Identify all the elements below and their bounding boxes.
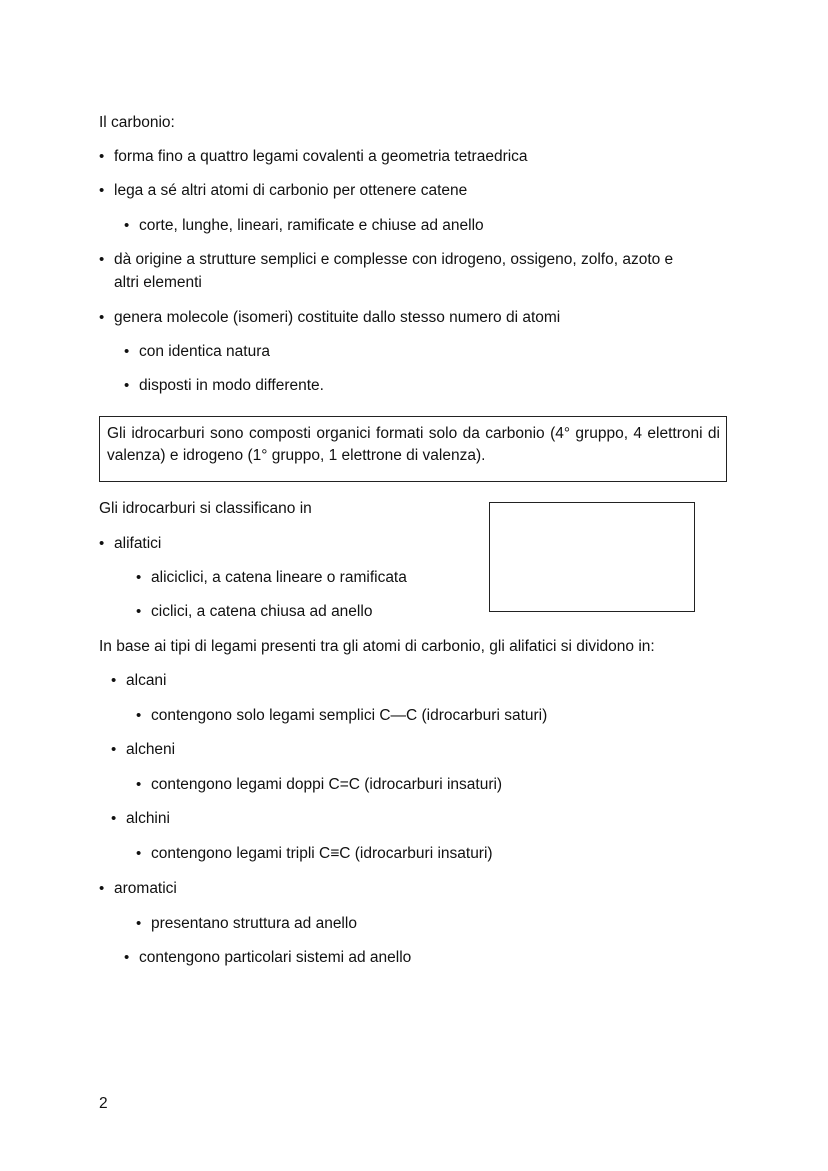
bullet-icon: • xyxy=(99,880,105,897)
bullet-icon: • xyxy=(136,569,142,586)
alchini-desc: contengono legami tripli C≡C (idrocarburi insaturi) xyxy=(151,845,493,862)
alcheni-desc: contengono legami doppi C=C (idrocarburi insaturi) xyxy=(151,776,503,793)
bullet-icon: • xyxy=(99,182,105,199)
aromatici-desc-2: contengono particolari sistemi ad anello xyxy=(139,949,412,966)
bullet-icon: • xyxy=(111,810,117,827)
alchini-label: alchini xyxy=(126,810,170,827)
bullet-icon: • xyxy=(99,309,105,326)
bullet-icon: • xyxy=(99,251,105,268)
carbon-point-3-line2: altri elementi xyxy=(114,274,202,291)
bullet-icon: • xyxy=(136,845,142,862)
carbon-point-3-line1: dà origine a strutture semplici e complesse con idrogeno, ossigeno, zolfo, azoto e xyxy=(114,251,674,268)
intro-heading: Il carbonio: xyxy=(99,114,175,131)
figure-placeholder xyxy=(489,502,695,612)
carbon-point-2-sub: corte, lunghe, lineari, ramificate e chiuse ad anello xyxy=(139,217,484,234)
carbon-point-4-sub1: con identica natura xyxy=(139,343,270,360)
bullet-icon: • xyxy=(99,535,105,552)
bullet-icon: • xyxy=(124,377,130,394)
aromatici-desc-1: presentano struttura ad anello xyxy=(151,915,357,932)
ciclici-item: ciclici, a catena chiusa ad anello xyxy=(151,603,373,620)
page-number: 2 xyxy=(99,1095,108,1112)
classification-heading: Gli idrocarburi si classificano in xyxy=(99,500,312,517)
carbon-point-2: lega a sé altri atomi di carbonio per ottenere catene xyxy=(114,182,468,199)
bullet-icon: • xyxy=(99,148,105,165)
bullet-icon: • xyxy=(136,776,142,793)
bullet-icon: • xyxy=(111,741,117,758)
bullet-icon: • xyxy=(136,707,142,724)
bullet-icon: • xyxy=(111,672,117,689)
aliciclici-item: aliciclici, a catena lineare o ramificata xyxy=(151,569,407,586)
bullet-icon: • xyxy=(136,603,142,620)
alcheni-label: alcheni xyxy=(126,741,176,758)
aromatici-label: aromatici xyxy=(114,880,177,897)
alcani-desc: contengono solo legami semplici C—C (idrocarburi saturi) xyxy=(151,707,548,724)
carbon-point-4: genera molecole (isomeri) costituite dallo stesso numero di atomi xyxy=(114,309,561,326)
bullet-icon: • xyxy=(124,949,130,966)
carbon-point-1: forma fino a quattro legami covalenti a geometria tetraedrica xyxy=(114,148,528,165)
bullet-icon: • xyxy=(136,915,142,932)
alifatici-label: alifatici xyxy=(114,535,162,552)
alcani-label: alcani xyxy=(126,672,167,689)
bullet-icon: • xyxy=(124,343,130,360)
carbon-point-4-sub2: disposti in modo differente. xyxy=(139,377,324,394)
definition-box: Gli idrocarburi sono composti organici formati solo da carbonio (4° gruppo, 4 elettroni di valenza) e idrogeno (1° gruppo, 1 elettrone di valenza). xyxy=(99,416,727,482)
division-heading: In base ai tipi di legami presenti tra gli atomi di carbonio, gli alifatici si dividono in: xyxy=(99,638,655,655)
bullet-icon: • xyxy=(124,217,130,234)
